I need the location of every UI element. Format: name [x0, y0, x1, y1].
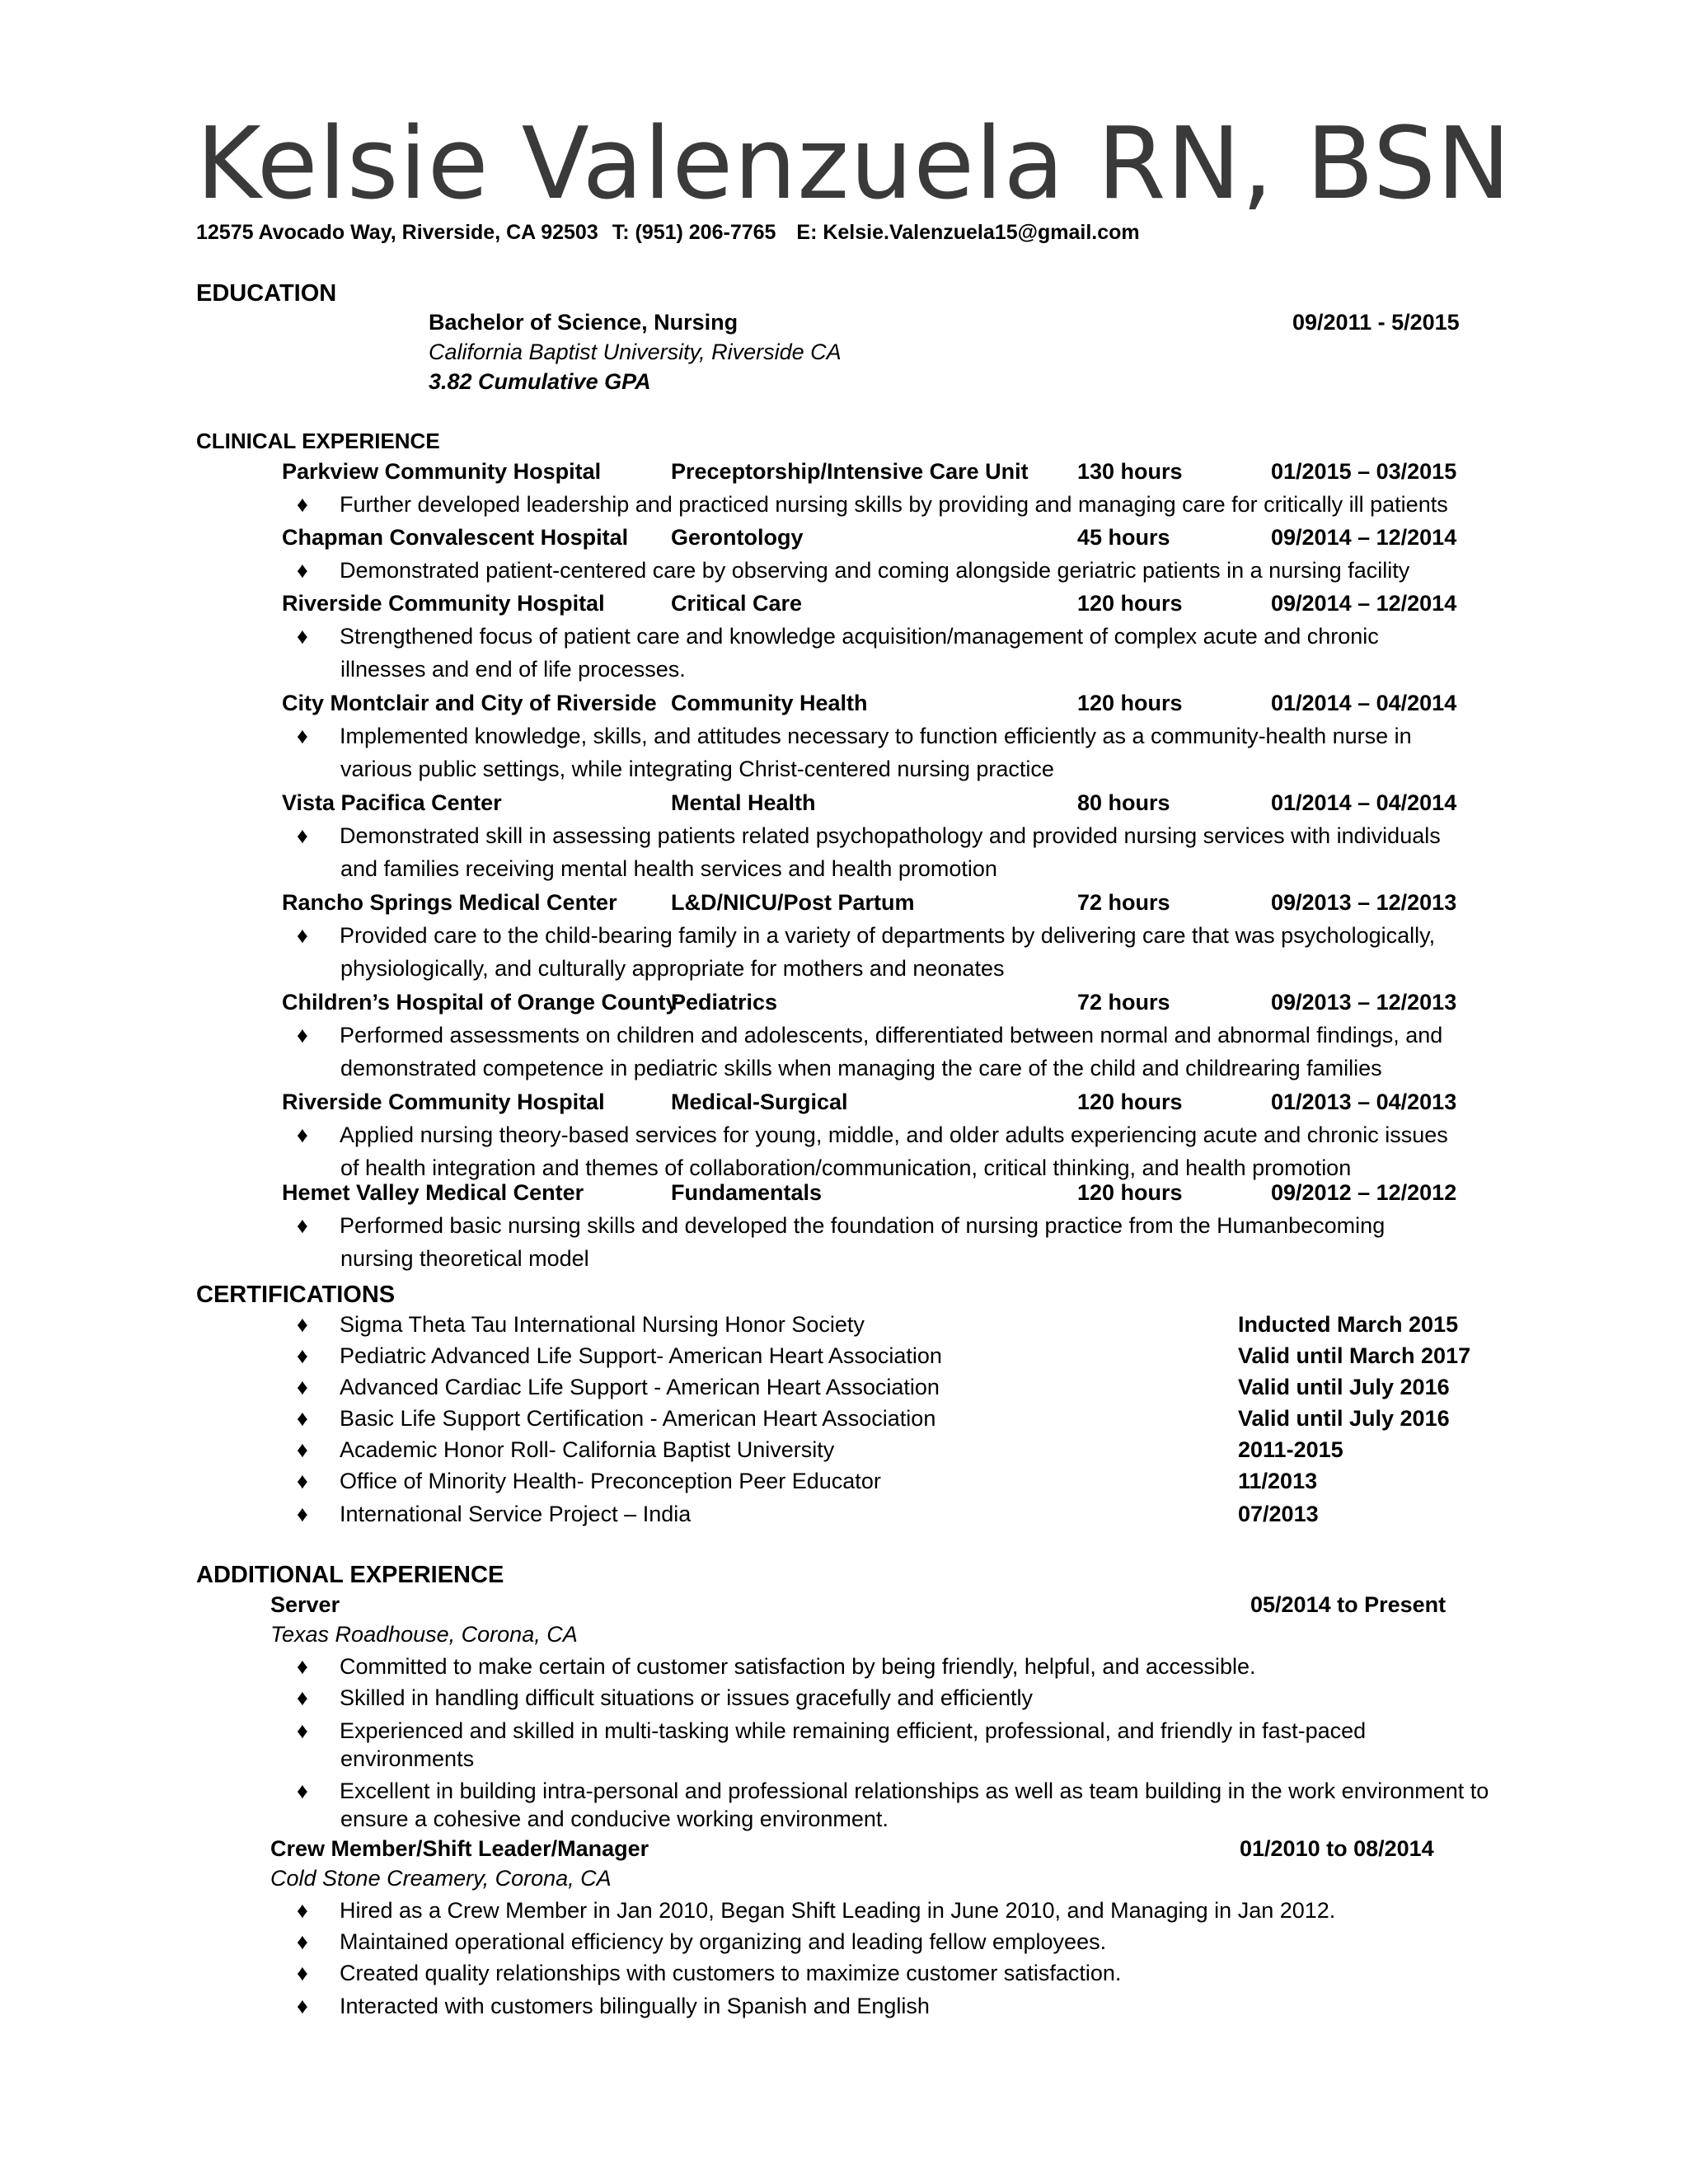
clinical-bullet: [297, 1213, 1385, 1239]
bullet-diamond-icon: ♦: [297, 1961, 308, 1985]
education-heading: EDUCATION: [196, 280, 337, 307]
clinical-bullet: [297, 724, 1412, 749]
clinical-hours: 120 hours: [1077, 1180, 1183, 1205]
bullet-diamond-icon: ♦: [297, 823, 308, 848]
clinical-unit: Gerontology: [671, 525, 804, 550]
clinical-bullet: [297, 624, 1379, 649]
bullet-diamond-icon: ♦: [297, 558, 308, 583]
certifications-heading: CERTIFICATIONS: [196, 1282, 396, 1308]
job-place: Cold Stone Creamery, Corona, CA: [270, 1866, 612, 1891]
clinical-bullet: [297, 558, 1409, 583]
job-dates: 01/2010 to 08/2014: [1240, 1836, 1434, 1861]
clinical-dates: 01/2014 – 04/2014: [1271, 790, 1457, 815]
bullet-diamond-icon: ♦: [297, 1779, 308, 1803]
clinical-bullet: [297, 823, 1441, 849]
certification-date: Valid until July 2016: [1238, 1406, 1450, 1431]
clinical-entry: [282, 890, 1485, 920]
address: 12575 Avocado Way, Riverside, CA 92503: [196, 221, 598, 244]
bullet-diamond-icon: ♦: [297, 1023, 308, 1047]
certification-date: Valid until March 2017: [1238, 1343, 1471, 1368]
certification-date: 2011-2015: [1238, 1437, 1343, 1462]
clinical-entry: [282, 459, 1485, 489]
job-bullet-continuation: environments: [340, 1746, 475, 1771]
job-title: Server: [270, 1592, 340, 1617]
contact-line: [196, 221, 1148, 245]
bullet-diamond-icon: ♦: [297, 1898, 308, 1923]
clinical-place: Riverside Community Hospital: [282, 1090, 605, 1114]
certification-item: [297, 1375, 1484, 1404]
clinical-hours: 45 hours: [1077, 525, 1170, 550]
clinical-heading: CLINICAL EXPERIENCE: [196, 429, 440, 453]
job-dates: 05/2014 to Present: [1250, 1592, 1447, 1617]
bullet-diamond-icon: ♦: [297, 1437, 308, 1462]
clinical-bullet-continuation: physiologically, and culturally appropriate for mothers and neonates: [340, 956, 1005, 981]
bullet-diamond-icon: ♦: [297, 492, 308, 517]
job-bullet-text: Created quality relationships with customers to maximize customer satisfaction.: [340, 1961, 1122, 1985]
clinical-bullet-text: Strengthened focus of patient care and knowledge acquisition/management of complex acute and chronic: [340, 624, 1379, 649]
certification-date: Valid until July 2016: [1238, 1375, 1450, 1399]
job-bullet: [297, 1718, 1366, 1744]
certification-item: [297, 1343, 1484, 1373]
clinical-unit: Mental Health: [671, 790, 816, 815]
clinical-unit: Community Health: [671, 691, 868, 715]
bullet-diamond-icon: ♦: [297, 1343, 308, 1368]
job-bullet-continuation: ensure a cohesive and conducive working environment.: [340, 1807, 889, 1831]
clinical-place: Rancho Springs Medical Center: [282, 890, 617, 915]
certification-date: 07/2013: [1238, 1502, 1319, 1526]
clinical-place: Chapman Convalescent Hospital: [282, 525, 629, 550]
clinical-hours: 80 hours: [1077, 790, 1170, 815]
bullet-diamond-icon: ♦: [297, 1469, 308, 1493]
clinical-unit: Critical Care: [671, 591, 803, 616]
clinical-place: Parkview Community Hospital: [282, 459, 602, 484]
bullet-diamond-icon: ♦: [297, 1994, 308, 2018]
bullet-diamond-icon: ♦: [297, 624, 308, 649]
bullet-diamond-icon: ♦: [297, 1502, 308, 1526]
clinical-entry: [282, 525, 1485, 555]
certification-item: [297, 1437, 1484, 1467]
clinical-hours: 72 hours: [1077, 890, 1170, 915]
clinical-entry: [282, 691, 1485, 720]
clinical-bullet-text: Performed basic nursing skills and developed the foundation of nursing practice from the Humanbecoming: [340, 1213, 1386, 1238]
clinical-unit: L&D/NICU/Post Partum: [671, 890, 915, 915]
job-bullet: [297, 1685, 1033, 1711]
gpa: 3.82 Cumulative GPA: [429, 369, 651, 394]
clinical-dates: 09/2013 – 12/2013: [1271, 890, 1457, 915]
clinical-bullet-text: Demonstrated skill in assessing patients related psychopathology and provided nursing services with individuals: [340, 823, 1441, 848]
job-bullet: [297, 1779, 1489, 1804]
certification-name: Academic Honor Roll- California Baptist University: [340, 1437, 835, 1462]
certification-date: 11/2013: [1238, 1469, 1318, 1493]
certification-name: Office of Minority Health- Preconception Peer Educator: [340, 1469, 881, 1493]
certification-name: Pediatric Advanced Life Support- American Heart Association: [340, 1343, 942, 1368]
clinical-hours: 130 hours: [1077, 459, 1183, 484]
clinical-place: City Montclair and City of Riverside: [282, 691, 657, 715]
candidate-name: Kelsie Valenzuela RN, BSN: [196, 107, 1512, 222]
bullet-diamond-icon: ♦: [297, 923, 308, 948]
clinical-bullet: [297, 1122, 1448, 1148]
job-bullet: [297, 1898, 1335, 1924]
clinical-entry: [282, 1090, 1485, 1119]
job-bullet-text: Experienced and skilled in multi-tasking while remaining efficient, professional, and friendly in fast-paced: [340, 1718, 1367, 1743]
degree: Bachelor of Science, Nursing: [429, 310, 738, 335]
clinical-bullet: [297, 492, 1448, 518]
clinical-bullet-continuation: various public settings, while integrating Christ-centered nursing practice: [340, 757, 1054, 781]
clinical-bullet-continuation: nursing theoretical model: [340, 1246, 589, 1271]
bullet-diamond-icon: ♦: [297, 1213, 308, 1238]
clinical-bullet-continuation: and families receiving mental health services and health promotion: [340, 856, 997, 881]
clinical-unit: Preceptorship/Intensive Care Unit: [671, 459, 1029, 484]
additional-heading: ADDITIONAL EXPERIENCE: [196, 1562, 504, 1588]
clinical-bullet-text: Further developed leadership and practiced nursing skills by providing and managing care for critically ill patients: [340, 492, 1448, 517]
clinical-bullet: [297, 1023, 1442, 1048]
job-bullet-text: Maintained operational efficiency by organizing and leading fellow employees.: [340, 1929, 1107, 1954]
clinical-bullet-text: Demonstrated patient-centered care by observing and coming alongside geriatric patients in a nursing facility: [340, 558, 1410, 583]
clinical-place: Riverside Community Hospital: [282, 591, 605, 616]
bullet-diamond-icon: ♦: [297, 1654, 308, 1679]
clinical-unit: Fundamentals: [671, 1180, 823, 1205]
clinical-dates: 01/2014 – 04/2014: [1271, 691, 1457, 715]
clinical-dates: 09/2012 – 12/2012: [1271, 1180, 1457, 1205]
clinical-unit: Pediatrics: [671, 990, 778, 1015]
clinical-unit: Medical-Surgical: [671, 1090, 848, 1114]
certification-name: Sigma Theta Tau International Nursing Honor Society: [340, 1312, 865, 1337]
email: E: Kelsie.Valenzuela15@gmail.com: [796, 221, 1140, 244]
certification-item: [297, 1469, 1484, 1498]
bullet-diamond-icon: ♦: [297, 1122, 308, 1147]
clinical-bullet-text: Applied nursing theory-based services for young, middle, and older adults experiencing acute and chronic issues: [340, 1122, 1448, 1147]
job-bullet: [297, 1961, 1121, 1986]
clinical-dates: 09/2014 – 12/2014: [1271, 591, 1457, 616]
bullet-diamond-icon: ♦: [297, 724, 308, 748]
job-bullet: [297, 1654, 1256, 1680]
clinical-entry: [282, 790, 1485, 820]
bullet-diamond-icon: ♦: [297, 1375, 308, 1399]
bullet-diamond-icon: ♦: [297, 1685, 308, 1710]
certification-date: Inducted March 2015: [1238, 1312, 1459, 1337]
clinical-dates: 01/2013 – 04/2013: [1271, 1090, 1457, 1114]
job-title: Crew Member/Shift Leader/Manager: [270, 1836, 649, 1861]
certification-name: International Service Project – India: [340, 1502, 692, 1526]
certification-item: [297, 1406, 1484, 1436]
bullet-diamond-icon: ♦: [297, 1929, 308, 1954]
clinical-bullet-text: Provided care to the child-bearing family in a variety of departments by delivering care that was psychologically,: [340, 923, 1436, 948]
job-bullet-text: Committed to make certain of customer satisfaction by being friendly, helpful, and accessible.: [340, 1654, 1256, 1679]
clinical-bullet: [297, 923, 1435, 949]
clinical-bullet-continuation: illnesses and end of life processes.: [340, 657, 686, 682]
certification-item: [297, 1312, 1484, 1342]
job-bullet: [297, 1994, 930, 2019]
job-place: Texas Roadhouse, Corona, CA: [270, 1622, 578, 1647]
clinical-place: Children’s Hospital of Orange County: [282, 990, 678, 1015]
job-bullet: [297, 1929, 1106, 1955]
bullet-diamond-icon: ♦: [297, 1312, 308, 1337]
phone: T: (951) 206-7765: [612, 221, 776, 244]
clinical-place: Hemet Valley Medical Center: [282, 1180, 584, 1205]
clinical-place: Vista Pacifica Center: [282, 790, 502, 815]
clinical-entry: [282, 591, 1485, 621]
clinical-bullet-continuation: demonstrated competence in pediatric skills when managing the care of the child and childrearing families: [340, 1056, 1382, 1080]
certification-item: [297, 1502, 1484, 1531]
certification-name: Advanced Cardiac Life Support - American Heart Association: [340, 1375, 940, 1399]
school: California Baptist University, Riverside CA: [429, 340, 842, 364]
clinical-hours: 120 hours: [1077, 691, 1183, 715]
education-dates: 09/2011 - 5/2015: [1292, 310, 1460, 335]
clinical-hours: 120 hours: [1077, 1090, 1183, 1114]
clinical-bullet-text: Performed assessments on children and adolescents, differentiated between normal and abnormal findings, and: [340, 1023, 1443, 1047]
clinical-hours: 72 hours: [1077, 990, 1170, 1015]
job-bullet-text: Skilled in handling difficult situations or issues gracefully and efficiently: [340, 1685, 1033, 1710]
bullet-diamond-icon: ♦: [297, 1406, 308, 1431]
clinical-bullet-text: Implemented knowledge, skills, and attitudes necessary to function efficiently as a community-health nurse in: [340, 724, 1412, 748]
bullet-diamond-icon: ♦: [297, 1718, 308, 1743]
clinical-dates: 09/2014 – 12/2014: [1271, 525, 1457, 550]
clinical-entry: [282, 990, 1485, 1019]
job-bullet-text: Hired as a Crew Member in Jan 2010, Began Shift Leading in June 2010, and Managing in Jan 2012.: [340, 1898, 1336, 1923]
clinical-hours: 120 hours: [1077, 591, 1183, 616]
job-bullet-text: Interacted with customers bilingually in Spanish and English: [340, 1994, 930, 2018]
clinical-bullet-continuation: of health integration and themes of collaboration/communication, critical thinking, and health promotion: [340, 1155, 1352, 1180]
clinical-dates: 09/2013 – 12/2013: [1271, 990, 1457, 1015]
clinical-dates: 01/2015 – 03/2015: [1271, 459, 1457, 484]
certification-name: Basic Life Support Certification - American Heart Association: [340, 1406, 936, 1431]
clinical-entry: [282, 1180, 1485, 1210]
job-bullet-text: Excellent in building intra-personal and professional relationships as well as team building in the work environment to: [340, 1779, 1489, 1803]
